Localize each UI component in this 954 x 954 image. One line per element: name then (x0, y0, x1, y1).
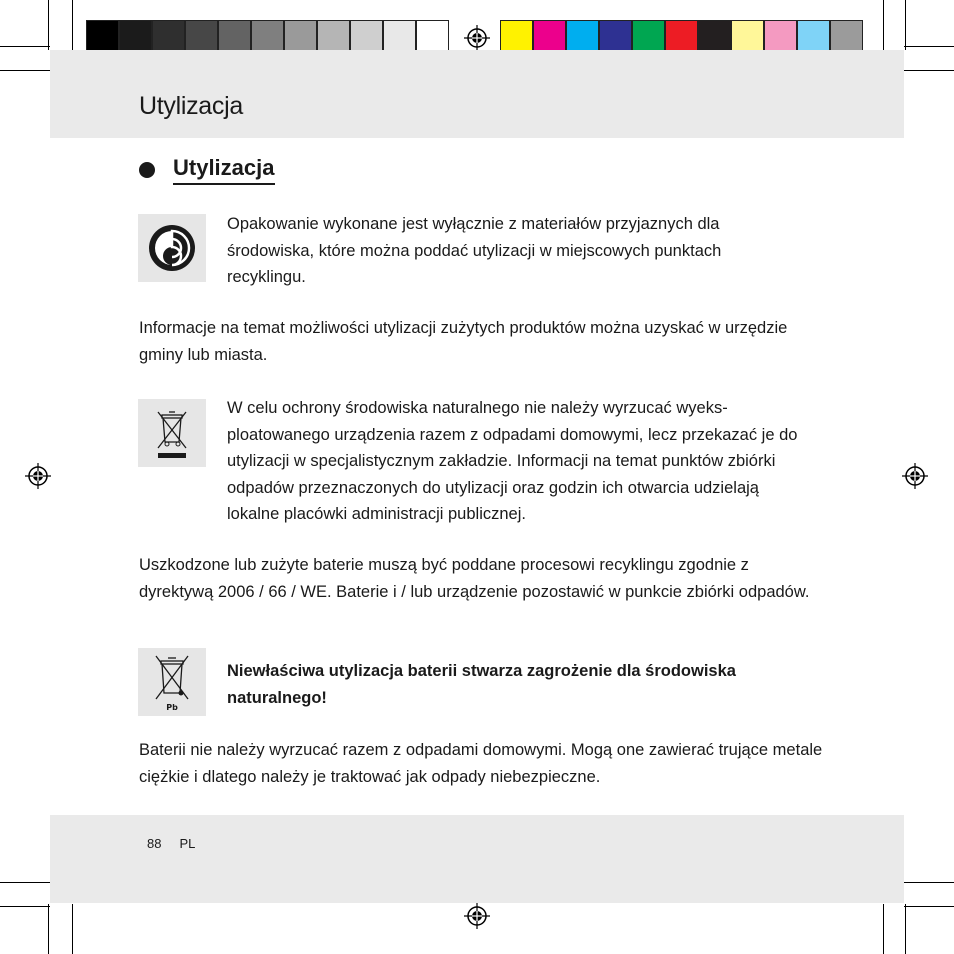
color-swatch (119, 20, 152, 53)
color-swatch (152, 20, 185, 53)
color-swatch (797, 20, 830, 53)
crossed-out-bin-battery-icon (148, 651, 196, 713)
section-heading (139, 154, 275, 185)
color-swatch (251, 20, 284, 53)
page-header-title: Utylizacja (139, 92, 243, 120)
registration-mark-icon (25, 463, 51, 489)
registration-mark-icon (464, 25, 490, 51)
color-swatch (665, 20, 698, 53)
crop-mark (0, 882, 50, 883)
color-swatch (764, 20, 797, 53)
crop-mark (904, 70, 954, 71)
crop-mark (0, 46, 50, 47)
language-code: PL (179, 836, 196, 851)
color-swatch (185, 20, 218, 53)
bullet-icon (139, 162, 155, 178)
green-dot-recycling-icon (147, 223, 197, 273)
crop-mark (905, 0, 906, 50)
color-swatch (731, 20, 764, 53)
battery-paragraph: Uszkodzone lub zużyte baterie muszą być poddane procesowi recyklingu zgodnie z dyrektywą 2006 / 66 / WE. Baterie i / lub urządzenie pozostawić w punkcie zbiórki odpadów. (139, 556, 810, 601)
weee-icon-box (138, 399, 206, 467)
battery-warning: Niewłaściwa utylizacja baterii stwarza zagrożenie dla środowiska naturalnego! (227, 662, 736, 707)
color-swatch (86, 20, 119, 53)
color-swatch (416, 20, 449, 53)
crop-mark (48, 0, 49, 50)
color-swatch (500, 20, 533, 53)
crop-mark (904, 46, 954, 47)
registration-mark-icon (902, 463, 928, 489)
weee-paragraph: W celu ochrony środowiska naturalnego nie należy wyrzucać wyeksploatowanego urządzenia razem z odpadami domowymi, lecz przekazać je do utylizacji w specjalistycznym zakładzie. Informacji na temat punktów zbiórki odpadów przeznaczonych do utylizacji oraz godzin ich otwarcia udzielają lokalne placówki administracji publicznej. (227, 399, 798, 523)
color-swatch (350, 20, 383, 53)
registration-mark-icon (464, 903, 490, 929)
color-swatch (383, 20, 416, 53)
crop-mark (72, 0, 73, 50)
page-footer (147, 836, 195, 851)
color-swatch (698, 20, 731, 53)
crop-mark (904, 882, 954, 883)
section-heading-text: Utylizacja (173, 154, 275, 185)
footer-band (50, 815, 904, 903)
crossed-out-bin-icon (152, 406, 192, 460)
color-swatch (830, 20, 863, 53)
color-swatch (284, 20, 317, 53)
grayscale-swatch-strip (86, 20, 449, 54)
recycle-icon-box (138, 214, 206, 282)
color-swatch (632, 20, 665, 53)
crop-mark (0, 70, 50, 71)
page-number: 88 (147, 836, 162, 851)
crop-mark (904, 906, 954, 907)
color-swatch-strip (500, 20, 863, 54)
crop-mark (72, 904, 73, 954)
crop-mark (48, 904, 49, 954)
color-swatch (218, 20, 251, 53)
crop-mark (905, 904, 906, 954)
crop-mark (0, 906, 50, 907)
battery-label: Pb (166, 703, 178, 712)
color-swatch (599, 20, 632, 53)
packaging-paragraph: Opakowanie wykonane jest wyłącznie z materiałów przyjaznych dla środowiska, które można poddać utylizacji w miejscowych punktach recyklingu. (227, 215, 722, 286)
info-paragraph: Informacje na temat możliwości utylizacji zużytych produktów można uzyskać w urzędzie gminy lub miasta. (139, 319, 788, 364)
crop-mark (883, 904, 884, 954)
heavy-metals-paragraph: Baterii nie należy wyrzucać razem z odpadami domowymi. Mogą one zawierać trujące metale ciężkie i dlatego należy je traktować jak odpady niebezpieczne. (139, 741, 823, 786)
battery-icon-box (138, 648, 206, 716)
crop-mark (883, 0, 884, 50)
color-swatch (566, 20, 599, 53)
color-swatch (317, 20, 350, 53)
color-swatch (533, 20, 566, 53)
